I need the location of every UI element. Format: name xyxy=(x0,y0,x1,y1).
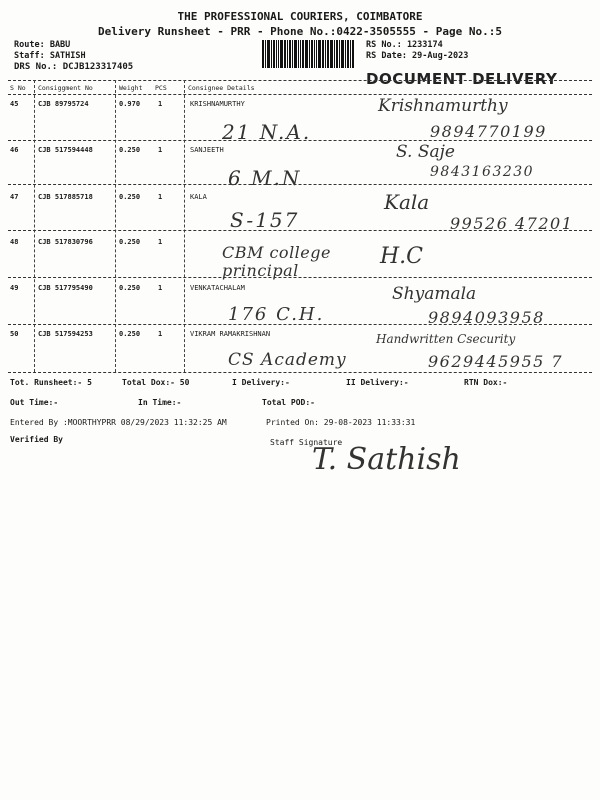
printed-on: Printed On: 29-08-2023 11:33:31 xyxy=(266,418,416,427)
document-delivery-stamp: DOCUMENT DELIVERY xyxy=(366,70,558,88)
row-consignment: CJB 517594448 xyxy=(38,146,93,154)
handwritten-address: 6 M.N xyxy=(228,166,302,190)
row-consignment: CJB 517795490 xyxy=(38,284,93,292)
handwritten-phone: 9894770199 xyxy=(430,122,547,141)
in-time: In Time:- xyxy=(138,398,182,407)
column-divider xyxy=(115,80,116,372)
col-header-consignment: Consiggment No xyxy=(38,84,93,92)
row-pcs: 1 xyxy=(158,330,163,338)
row-weight: 0.250 xyxy=(119,284,141,292)
table-top-rule xyxy=(8,80,592,81)
staff-signature: T. Sathish xyxy=(312,442,461,477)
handwritten-phone: 9894093958 xyxy=(428,308,545,327)
table-bottom-rule xyxy=(8,372,592,373)
row-consignee: SANJEETH xyxy=(190,146,224,154)
out-time: Out Time:- xyxy=(10,398,59,407)
row-pcs: 1 xyxy=(158,100,163,108)
staff-label: Staff: SATHISH xyxy=(14,51,86,61)
row-weight: 0.970 xyxy=(119,100,141,108)
runsheet-title: Delivery Runsheet - PRR - Phone No.:0422-3505555 - Page No.:5 xyxy=(98,25,502,38)
col-header-pcs: PCS xyxy=(155,84,167,92)
handwritten-signature: H.C xyxy=(380,244,424,269)
total-pod: Total POD:- xyxy=(262,398,315,407)
rtn-dox: RTN Dox:- xyxy=(464,378,508,387)
row-consignment: CJB 517885718 xyxy=(38,193,93,201)
row-consignment: CJB 517594253 xyxy=(38,330,93,338)
row-weight: 0.250 xyxy=(119,330,141,338)
row-consignment: CJB 517830796 xyxy=(38,238,93,246)
total-dox: Total Dox:- 50 xyxy=(122,378,190,387)
row-divider xyxy=(8,324,592,325)
row-consignee: KRISHNAMURTHY xyxy=(190,100,245,108)
company-title: THE PROFESSIONAL COURIERS, COIMBATORE xyxy=(177,10,423,23)
handwritten-signature: Krishnamurthy xyxy=(378,96,508,116)
handwritten-address: CBM college principal xyxy=(222,243,331,280)
handwritten-phone: 9843163230 xyxy=(430,164,535,180)
handwritten-signature: Kala xyxy=(384,190,430,214)
row-pcs: 1 xyxy=(158,238,163,246)
rs-date: RS Date: 29-Aug-2023 xyxy=(366,51,469,61)
row-consignment: CJB 89795724 xyxy=(38,100,89,108)
tot-runsheet: Tot. Runsheet:- 5 xyxy=(10,378,92,387)
row-weight: 0.250 xyxy=(119,146,141,154)
row-sno: 48 xyxy=(10,238,19,246)
handwritten-address: 21 N.A. xyxy=(222,120,312,144)
col-header-consignee: Consignee Details xyxy=(188,84,255,92)
row-sno: 47 xyxy=(10,193,19,201)
row-weight: 0.250 xyxy=(119,193,141,201)
col-header-sno: S No xyxy=(10,84,26,92)
row-sno: 45 xyxy=(10,100,19,108)
handwritten-signature: Shyamala xyxy=(392,284,477,304)
handwritten-address: 176 C.H. xyxy=(228,304,325,325)
row-sno: 49 xyxy=(10,284,19,292)
staff-signature-label: Staff Signature xyxy=(270,438,343,447)
row-divider xyxy=(8,277,592,278)
handwritten-phone: 99526 47201 xyxy=(450,214,574,233)
row-sno: 46 xyxy=(10,146,19,154)
row-divider xyxy=(8,230,592,231)
row-pcs: 1 xyxy=(158,193,163,201)
col-header-weight: Weight xyxy=(119,84,143,92)
handwritten-phone: 9629445955 7 xyxy=(428,352,564,371)
i-delivery: I Delivery:- xyxy=(232,378,290,387)
row-divider xyxy=(8,184,592,185)
rs-number: RS No.: 1233174 xyxy=(366,40,443,50)
row-consignee: KALA xyxy=(190,193,207,201)
verified-by: Verified By xyxy=(10,435,63,444)
table-header-rule xyxy=(8,94,592,95)
row-consignee: VENKATACHALAM xyxy=(190,284,245,292)
entered-by: Entered By :MOORTHYPRR 08/29/2023 11:32:25 AM xyxy=(10,418,227,427)
row-divider xyxy=(8,140,592,141)
column-divider xyxy=(184,80,185,372)
handwritten-address: S-157 xyxy=(230,208,300,232)
row-sno: 50 xyxy=(10,330,19,338)
column-divider xyxy=(34,80,35,372)
row-consignee: VIKRAM RAMAKRISHNAN xyxy=(190,330,271,338)
ii-delivery: II Delivery:- xyxy=(346,378,409,387)
handwritten-signature: Handwritten Csecurity xyxy=(376,332,516,346)
drs-number: DRS No.: DCJB123317405 xyxy=(14,62,134,72)
row-pcs: 1 xyxy=(158,284,163,292)
handwritten-address: CS Academy xyxy=(228,350,347,370)
row-pcs: 1 xyxy=(158,146,163,154)
barcode xyxy=(262,40,362,68)
route-label: Route: BABU xyxy=(14,40,71,50)
handwritten-signature: S. Saje xyxy=(396,142,455,162)
row-weight: 0.250 xyxy=(119,238,141,246)
